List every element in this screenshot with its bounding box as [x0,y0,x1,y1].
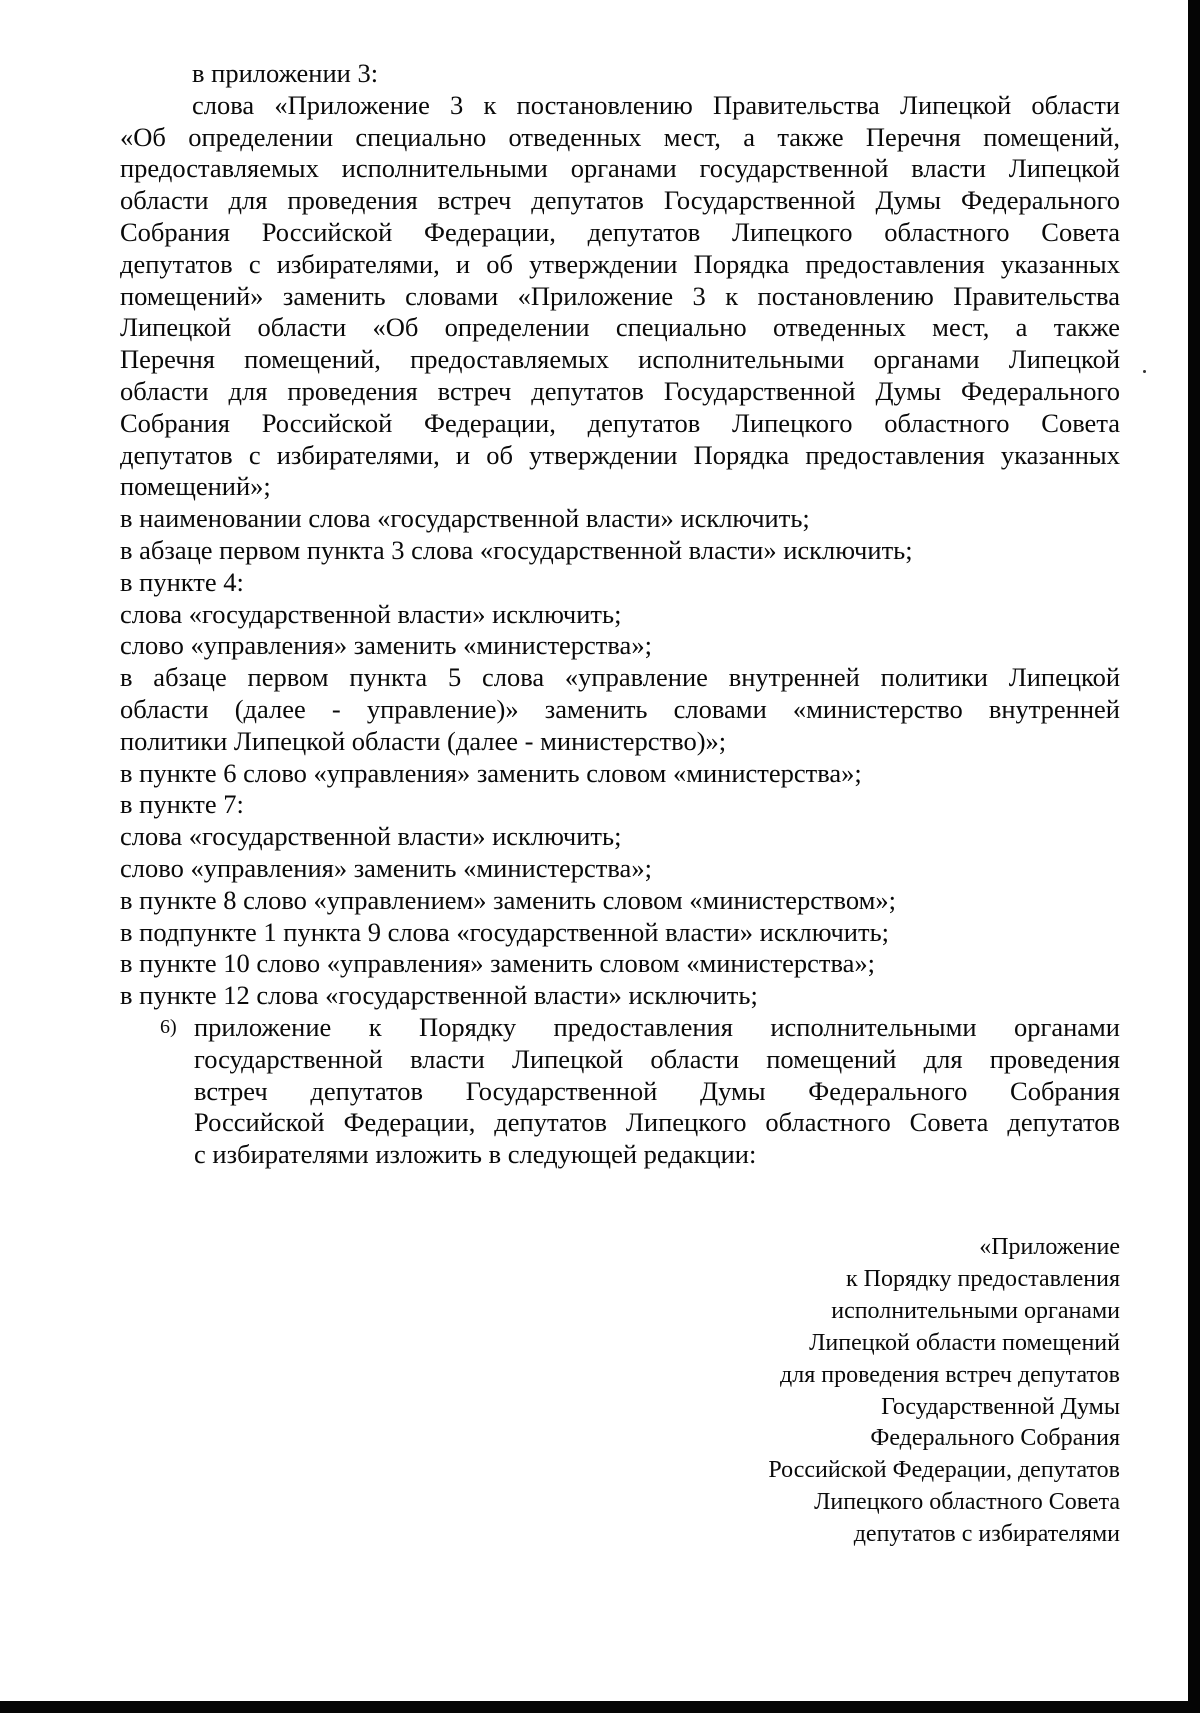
instruction-line: в пункте 6 слово «управления» заменить словом «министерства»; [120,757,862,788]
instruction-line: слово «управления» заменить «министерства»; [120,630,652,661]
instruction-list [120,503,1120,662]
item-line: Российской Федерации, депутатов Липецкого областного Совета депутатов [194,1107,1120,1138]
paragraph-line: предоставляемых исполнительными органами государственной власти Липецкой [120,153,1120,184]
paragraph-line: области (далее - управление)» заменить словами «министерство внутренней [120,693,1120,724]
paragraph-line: Липецкой области «Об определении специально отведенных мест, а также [120,312,1120,343]
list-item-6 [120,1012,1120,1171]
appendix-line: депутатов с избирателями [853,1521,1120,1548]
instruction-line: в пункте 10 слово «управления» заменить словом «министерства»; [120,948,876,979]
paragraph-line: политики Липецкой области (далее - министерство)»; [120,725,727,756]
paragraph-line: Собрания Российской Федерации, депутатов Липецкого областного Совета [120,216,1120,247]
appendix-line: Государственной Думы [881,1393,1120,1420]
paragraph-line: помещений» заменить словами «Приложение 3 к постановлению Правительства [120,280,1120,311]
instruction-list-2 [120,758,1120,1012]
appendix-line: к Порядку предоставления [845,1265,1120,1292]
instruction-line: слова «государственной власти» исключить; [120,598,622,629]
appendix-line: Липецкого областного Совета [814,1489,1120,1516]
document-body [120,58,1120,1171]
paragraph-line: в абзаце первом пункта 5 слова «управление внутренней политики Липецкой [120,662,1120,693]
paragraph-line: области для проведения встреч депутатов Государственной Думы Федерального [120,375,1120,406]
instruction-line: слова «государственной власти» исключить; [120,821,622,852]
appendix-line: исполнительными органами [831,1297,1120,1324]
instruction-line: слово «управления» заменить «министерства»; [120,852,652,883]
appendix-header [768,1232,1120,1551]
appendix-line: для проведения встреч депутатов [780,1361,1120,1388]
item-number: 6) [160,1015,177,1038]
paragraph-line: Перечня помещений, предоставляемых исполнительными органами Липецкой [120,344,1120,375]
item-line: встреч депутатов Государственной Думы Федерального Собрания [194,1075,1120,1106]
paragraph-line: области для проведения встреч депутатов Государственной Думы Федерального [120,185,1120,216]
scan-speck [1143,370,1146,373]
paragraph-line: депутатов с избирателями, и об утверждении Порядка предоставления указанных [120,248,1120,279]
appendix-line: Липецкой области помещений [809,1329,1120,1356]
paragraph-5 [120,662,1120,757]
item-line: с избирателями изложить в следующей редакции: [194,1139,757,1170]
paragraph-line: депутатов с избирателями, и об утверждении Порядка предоставления указанных [120,439,1120,470]
instruction-line: в пункте 12 слова «государственной власти» исключить; [120,980,758,1011]
section-heading: в приложении 3: [192,58,379,88]
instruction-line: в пункте 8 слово «управлением» заменить словом «министерством»; [120,884,897,915]
item-line: приложение к Порядку предоставления исполнительными органами [194,1011,1120,1042]
paragraph-intro [120,90,1120,503]
paragraph-line: «Об определении специально отведенных мест, а также Перечня помещений, [120,121,1120,152]
paragraph-line: Собрания Российской Федерации, депутатов Липецкого областного Совета [120,407,1120,438]
paragraph-line: помещений»; [120,471,271,502]
instruction-line: в наименовании слова «государственной власти» исключить; [120,503,810,534]
instruction-line: в пункте 4: [120,566,244,597]
appendix-line: Федерального Собрания [870,1425,1120,1452]
instruction-line: в абзаце первом пункта 3 слова «государственной власти» исключить; [120,534,913,565]
appendix-line: «Приложение [979,1234,1120,1260]
appendix-line: Российской Федерации, депутатов [768,1457,1120,1484]
paragraph-line: слова «Приложение 3 к постановлению Правительства Липецкой области [192,89,1120,120]
instruction-line: в пункте 7: [120,789,244,820]
item-line: государственной власти Липецкой области помещений для проведения [194,1043,1120,1074]
scan-border-bottom [0,1701,1200,1713]
scan-border-right [1188,0,1200,1713]
instruction-line: в подпункте 1 пункта 9 слова «государственной власти» исключить; [120,916,890,947]
